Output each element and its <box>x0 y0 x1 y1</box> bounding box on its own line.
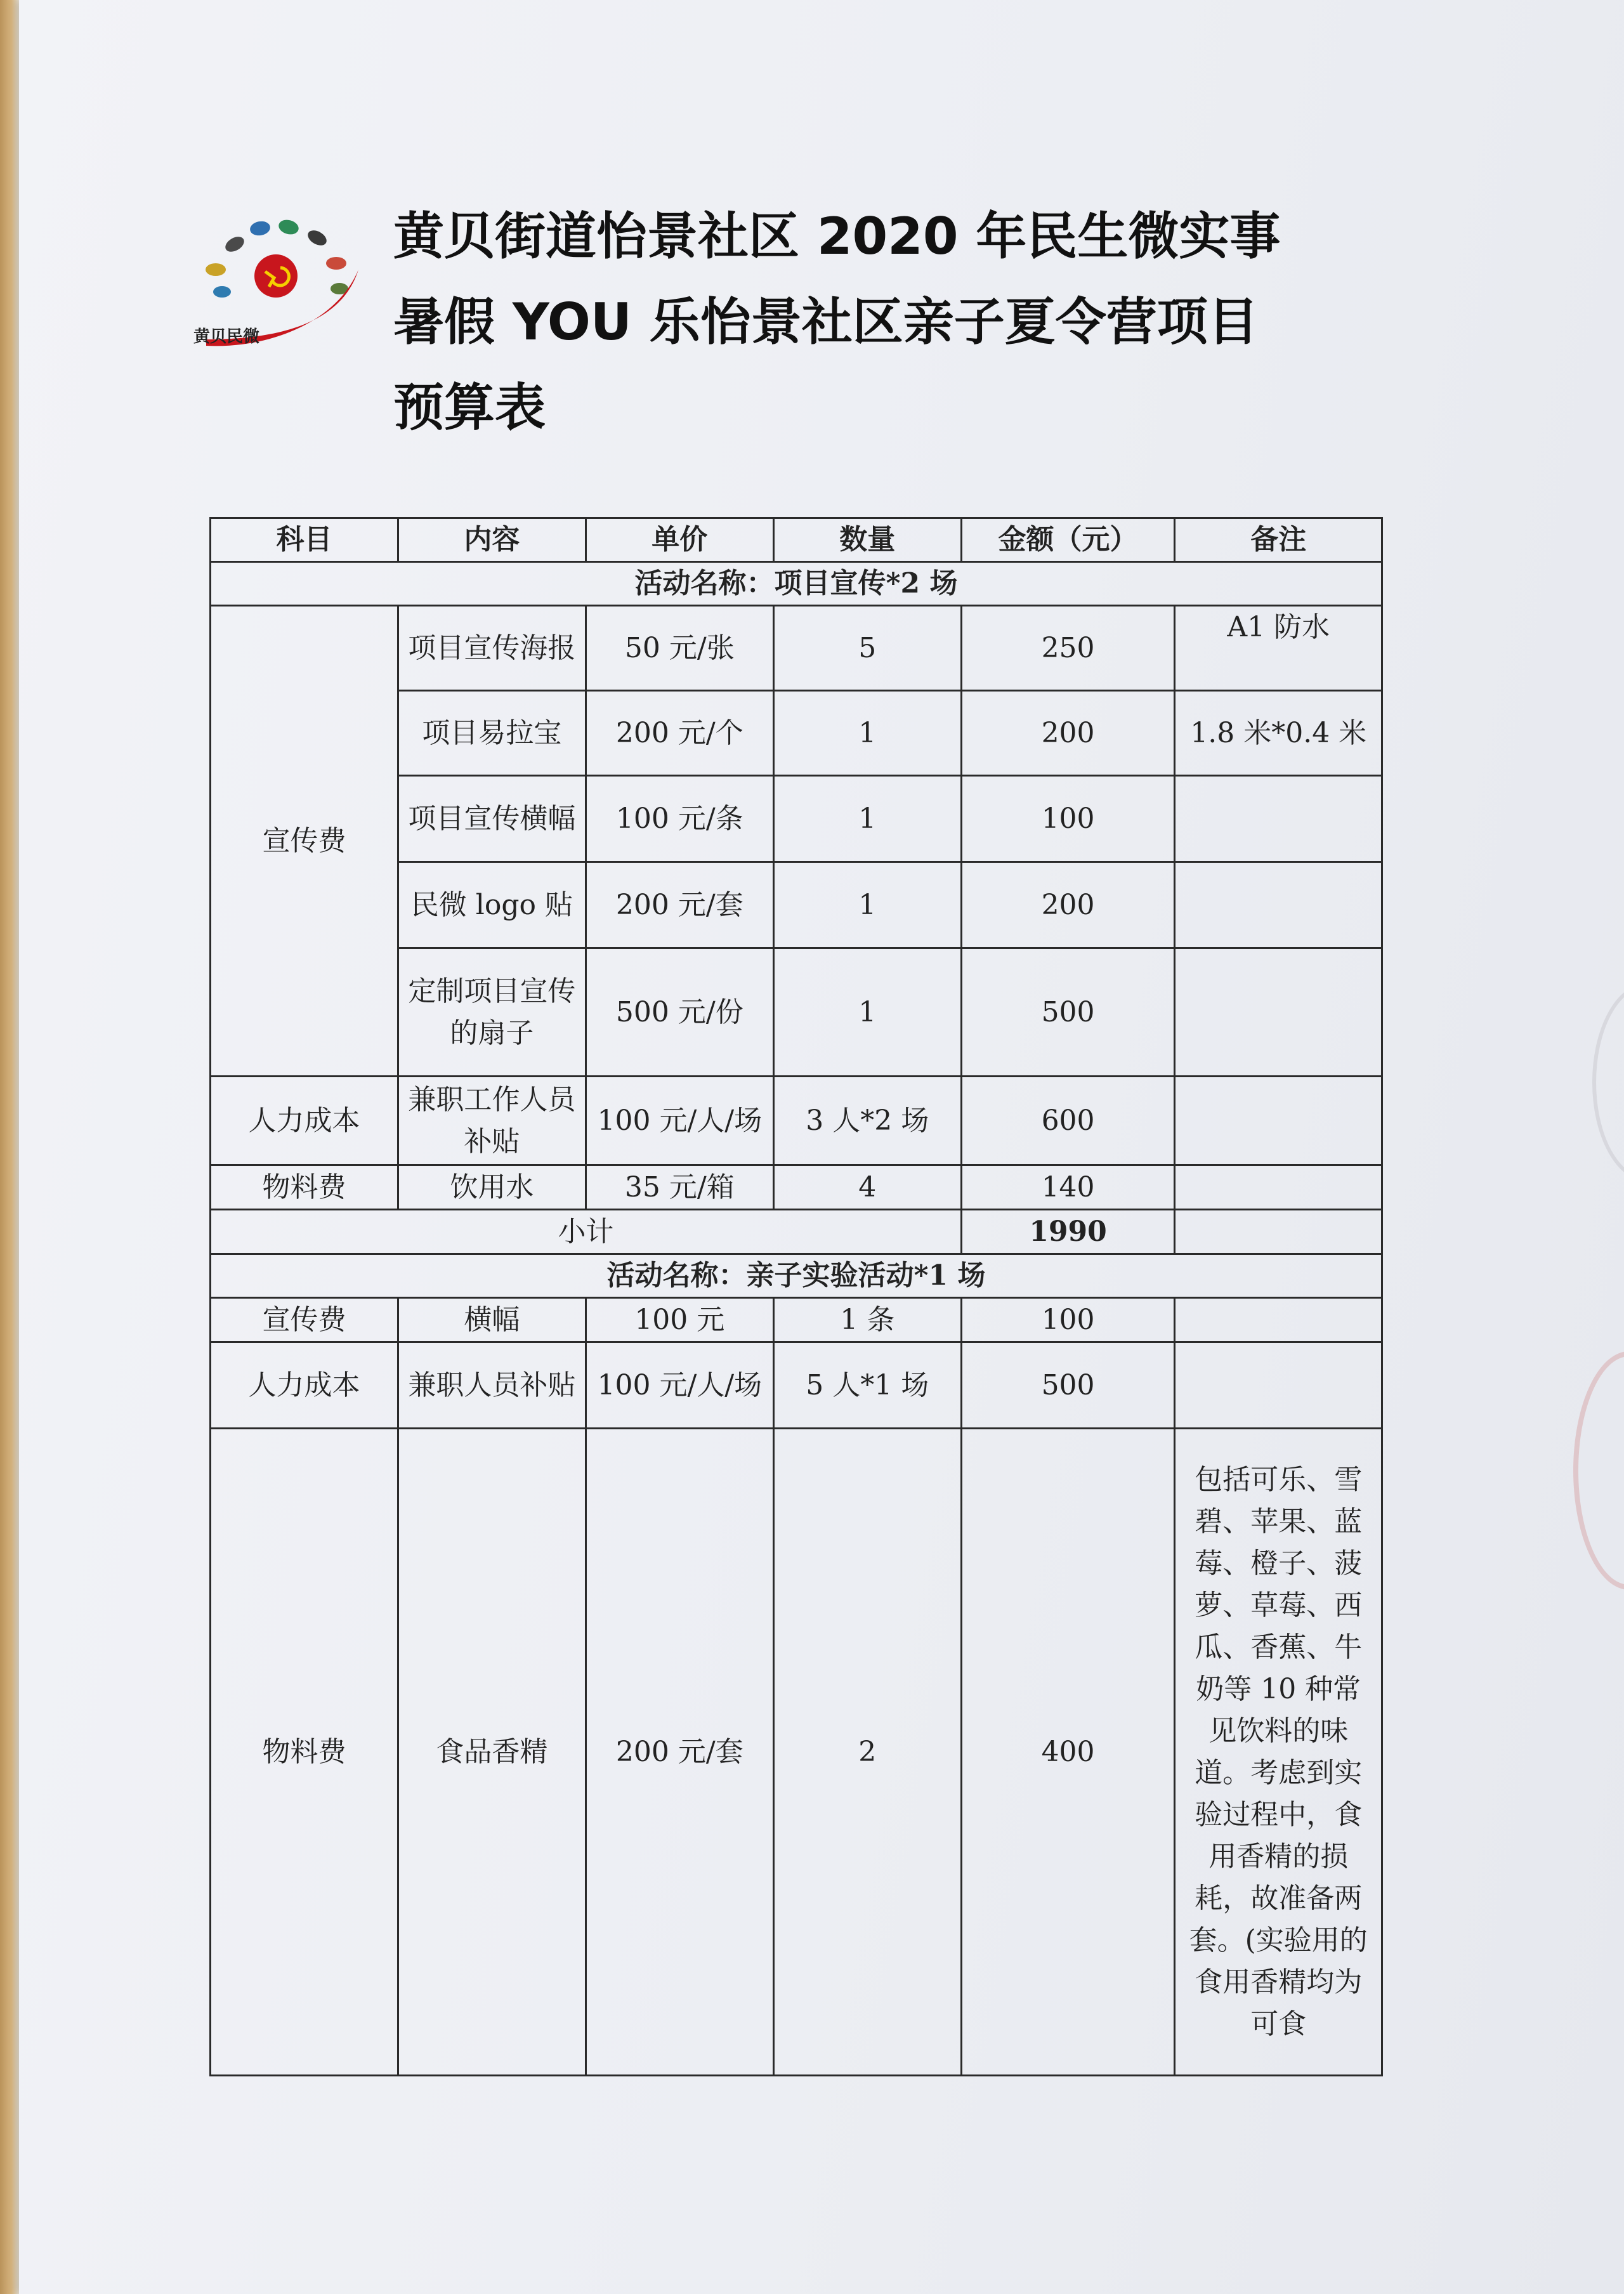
title-line-2: 暑假 YOU 乐怡景社区亲子夏令营项目 <box>393 292 1259 351</box>
category-cell: 宣传费 <box>211 1298 398 1342</box>
category-cell: 物料费 <box>211 1165 398 1210</box>
subtotal-row <box>211 1210 1382 1254</box>
note-cell: 1.8 米*0.4 米 <box>1175 691 1382 776</box>
title-line-3: 预算表 <box>393 378 546 437</box>
amount-cell: 200 <box>961 691 1175 776</box>
content-cell: 项目宣传横幅 <box>398 776 586 862</box>
amount-cell: 100 <box>961 776 1175 862</box>
content-cell: 食品香精 <box>398 1429 586 2076</box>
unit-price-cell: 500 元/份 <box>586 948 773 1077</box>
section2-title: 活动名称：亲子实验活动*1 场 <box>211 1254 1382 1298</box>
content-cell: 兼职工作人员补贴 <box>398 1077 586 1165</box>
table-header-row <box>211 518 1382 562</box>
amount-cell: 140 <box>961 1165 1175 1210</box>
table-row <box>211 1077 1382 1165</box>
header-note: 备注 <box>1175 518 1382 562</box>
binder-edge <box>0 0 19 2294</box>
header-amount: 金额（元） <box>961 518 1175 562</box>
table-row <box>211 1429 1382 2076</box>
quantity-cell: 1 <box>773 776 961 862</box>
header-unit-price: 单价 <box>586 518 773 562</box>
header-quantity: 数量 <box>773 518 961 562</box>
category-cell: 人力成本 <box>211 1342 398 1429</box>
note-cell <box>1175 1298 1382 1342</box>
unit-price-cell: 200 元/套 <box>586 862 773 948</box>
note-cell: A1 防水 <box>1175 606 1382 691</box>
document-title <box>393 193 1472 450</box>
budget-table <box>209 517 1383 2076</box>
content-cell: 饮用水 <box>398 1165 586 1210</box>
note-cell <box>1175 1165 1382 1210</box>
unit-price-cell: 100 元/人/场 <box>586 1077 773 1165</box>
amount-cell: 500 <box>961 1342 1175 1429</box>
note-cell <box>1175 1342 1382 1429</box>
unit-price-cell: 200 元/个 <box>586 691 773 776</box>
logo-text: 黄贝民微 <box>193 327 260 346</box>
unit-price-cell: 50 元/张 <box>586 606 773 691</box>
quantity-cell: 5 <box>773 606 961 691</box>
content-cell: 横幅 <box>398 1298 586 1342</box>
section-title-row <box>211 562 1382 606</box>
amount-cell: 200 <box>961 862 1175 948</box>
unit-price-cell: 100 元/条 <box>586 776 773 862</box>
quantity-cell: 3 人*2 场 <box>773 1077 961 1165</box>
subtotal-label: 小计 <box>211 1210 962 1254</box>
category-cell: 人力成本 <box>211 1077 398 1165</box>
header-content: 内容 <box>398 518 586 562</box>
content-cell: 定制项目宣传的扇子 <box>398 948 586 1077</box>
amount-cell: 250 <box>961 606 1175 691</box>
unit-price-cell: 100 元 <box>586 1298 773 1342</box>
quantity-cell: 1 <box>773 691 961 776</box>
table-row <box>211 1298 1382 1342</box>
content-cell: 项目易拉宝 <box>398 691 586 776</box>
note-cell <box>1175 1077 1382 1165</box>
unit-price-cell: 100 元/人/场 <box>586 1342 773 1429</box>
table-row <box>211 1342 1382 1429</box>
quantity-cell: 2 <box>773 1429 961 2076</box>
category-cell: 物料费 <box>211 1429 398 2076</box>
note-cell <box>1175 776 1382 862</box>
note-cell <box>1175 948 1382 1077</box>
category-cell: 宣传费 <box>211 606 398 1077</box>
quantity-cell: 1 <box>773 862 961 948</box>
content-cell: 项目宣传海报 <box>398 606 586 691</box>
header-subject: 科目 <box>211 518 398 562</box>
quantity-cell: 1 条 <box>773 1298 961 1342</box>
content-cell: 民微 logo 贴 <box>398 862 586 948</box>
amount-cell: 500 <box>961 948 1175 1077</box>
table-row <box>211 1165 1382 1210</box>
content-cell: 兼职人员补贴 <box>398 1342 586 1429</box>
unit-price-cell: 200 元/套 <box>586 1429 773 2076</box>
subtotal-note <box>1175 1210 1382 1254</box>
quantity-cell: 4 <box>773 1165 961 1210</box>
section1-title: 活动名称：项目宣传*2 场 <box>211 562 1382 606</box>
amount-cell: 600 <box>961 1077 1175 1165</box>
note-cell <box>1175 862 1382 948</box>
title-line-1: 黄贝街道怡景社区 2020 年民生微实事 <box>393 207 1281 266</box>
section-title-row <box>211 1254 1382 1298</box>
subtotal-value: 1990 <box>961 1210 1175 1254</box>
unit-price-cell: 35 元/箱 <box>586 1165 773 1210</box>
quantity-cell: 1 <box>773 948 961 1077</box>
amount-cell: 100 <box>961 1298 1175 1342</box>
amount-cell: 400 <box>961 1429 1175 2076</box>
note-cell: 包括可乐、雪碧、苹果、蓝莓、橙子、菠萝、草莓、西瓜、香蕉、牛奶等 10 种常见饮料的味道。考虑到实验过程中，食用香精的损耗，故准备两套。(实验用的食用香精均为可食 <box>1175 1429 1382 2076</box>
quantity-cell: 5 人*1 场 <box>773 1342 961 1429</box>
table-row <box>211 606 1382 691</box>
